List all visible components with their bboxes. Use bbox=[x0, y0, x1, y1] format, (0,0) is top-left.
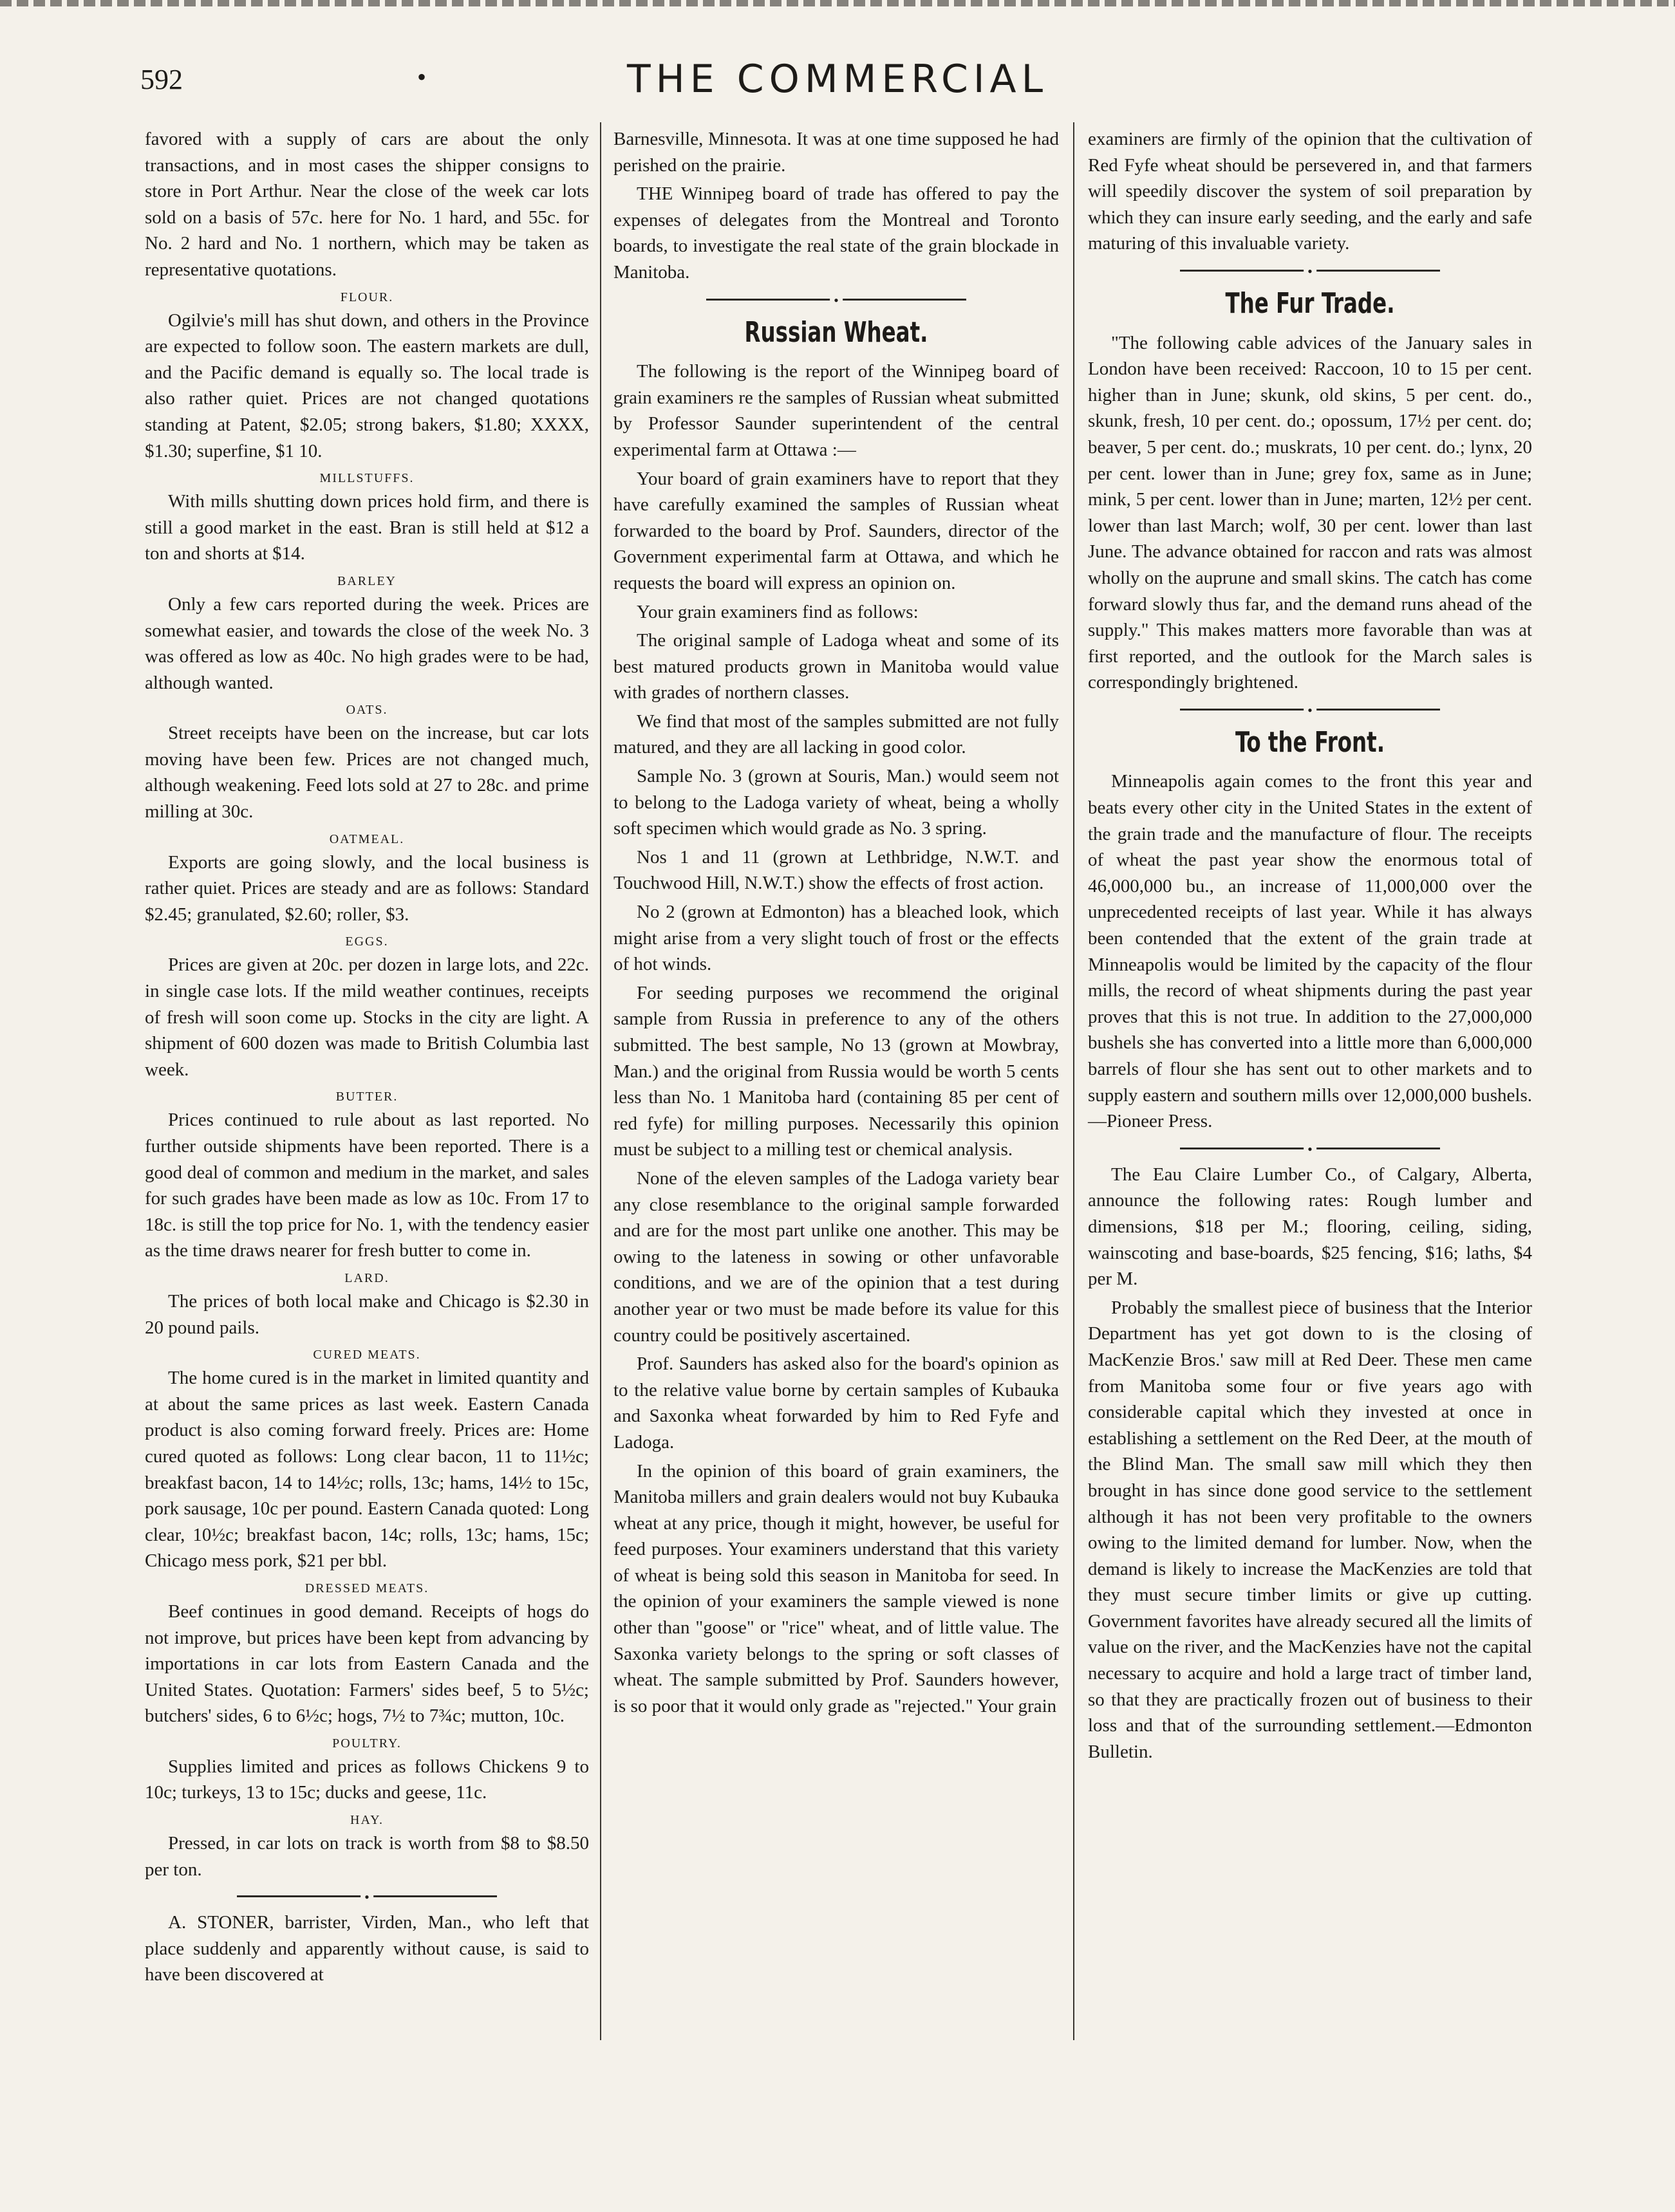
oats-text: Street receipts have been on the increase, but car lots moving have been few. Prices are not changed much, although weakening. Feed lots sold at 27 to 28c. and prime milling at 30c. bbox=[145, 723, 589, 823]
russian-wheat-paragraph: Your grain examiners find as follows: bbox=[637, 601, 919, 622]
russian-wheat-paragraph: We find that most of the samples submitted are not fully matured, and they are all lacking in good color. bbox=[613, 711, 1059, 758]
russian-wheat-paragraph: Prof. Saunders has asked also for the board's opinion as to the relative value borne by certain samples of Kubauka and Saxonka wheat forwarded by him to Red Fyfe and Ladoga. bbox=[613, 1353, 1059, 1453]
top-border-line bbox=[0, 0, 1675, 6]
oats-heading: OATS. bbox=[346, 703, 388, 718]
russian-wheat-heading: Russian Wheat. bbox=[744, 315, 928, 349]
divider-ornament: • bbox=[1304, 262, 1316, 282]
russian-wheat-paragraph: Nos 1 and 11 (grown at Lethbridge, N.W.T. and Touchwood Hill, N.W.T.) show the effects of frost action. bbox=[613, 846, 1059, 894]
to-the-front-heading: To the Front. bbox=[1235, 725, 1385, 759]
eggs-text: Prices are given at 20c. per dozen in large lots, and 22c. in single case lots. If the mild weather continues, receipts of fresh will soon come up. Stocks in the city are light. A shipment of 600 dozen was made to British Columbia last week. bbox=[145, 954, 589, 1080]
russian-wheat-paragraph: For seeding purposes we recommend the original sample from Russia in preference to any of the others submitted. The best sample, No 13 (grown at Mowbray, Man.) and the original from Russia would be worth 5 cents less than No. 1 Manitoba hard (containing 85 per cent of red fyfe) for milling purposes. Necessarily this opinion must be subject to a milling test or chemical analysis. bbox=[613, 982, 1059, 1160]
russian-wheat-paragraph: In the opinion of this board of grain examiners, the Manitoba millers and grain dealers would not buy Kubauka wheat at any price, though it might, however, be useful for feed purposes. Your examiners understand that this variety of wheat is being sold this season in Manitoba for seed. In the opinion of your examiners the sample viewed is none other than "goose" or "rice" wheat, and of little value. The Saxonka variety belongs to the spring or soft classes of wheat. The sample submitted by Prof. Saunders however, is so poor that it would only grade as "rejected." Your grain bbox=[613, 1460, 1059, 1716]
russian-wheat-paragraph: The original sample of Ladoga wheat and some of its best matured products grown in Manitoba would value with grades of northern classes. bbox=[613, 630, 1059, 703]
board-of-trade-notice: THE Winnipeg board of trade has offered to pay the expenses of delegates from the Montreal and Toronto boards, to investigate the real state of the grain blockade in Manitoba. bbox=[613, 183, 1059, 283]
millstuffs-heading: MILLSTUFFS. bbox=[319, 471, 415, 486]
russian-wheat-paragraph: No 2 (grown at Edmonton) has a bleached look, which might arise from a very slight touch of frost or the effects of hot winds. bbox=[613, 902, 1059, 975]
to-the-front-text: Minneapolis again comes to the front this year and beats every other city in the United States in the extent of the grain trade and the manufacture of flour. The receipts of wheat the past year show the enormous total of 46,000,000 bu., an increase of 11,000,000 over the unprecedented receipts of last year. While it has always been contended that the extent of the grain trade at Minneapolis would be limited by the capacity of the flour mills, the record of wheat shipments during the past year proves that this is not true. In addition to the 27,000,000 bushels she has converted into a little more than 6,000,000 barrels of flour she has sent out to other markets and to supply eastern and southern mills over 12,000,000 bushels.—Pioneer Press. bbox=[1088, 771, 1532, 1132]
fur-trade-text: "The following cable advices of the January sales in London have been received: Raccoon, 10 to 15 per cent. higher than in June; skunk, old skins, 5 per cent. do., skunk, fresh, 10 per cent. do.; opossum, 17½ per cent. do; beaver, 5 per cent. do.; muskrats, 10 per cent. do.; lynx, 20 per cent. lower than in June; grey fox, same as in June; mink, 5 per cent. lower than in June; marten, 12½ per cent. lower than last March; wolf, 30 per cent. lower than last June. The advance obtained for raccon and rats was almost wholly on the auprune and small skins. The catch has come forward slowly thus far, and the demand runs ahead of the supply." This makes matters more favorable than was at first reported, and the outlook for the March sales is correspondingly brightened. bbox=[1088, 332, 1532, 693]
dressed-meats-text: Beef continues in good demand. Receipts of hogs do not improve, but prices have been kept from advancing by importations in car lots from Eastern Canada and the United States. Quotation: Farmers' sides beef, 5 to 5½c; butchers' sides, 6 to 6½c; hogs, 7½ to 7¾c; mutton, 10c. bbox=[145, 1601, 589, 1727]
stoner-continued: Barnesville, Minnesota. It was at one time supposed he had perished on the prairie. bbox=[613, 129, 1059, 176]
section-divider bbox=[1107, 701, 1513, 718]
section-divider bbox=[1107, 262, 1513, 279]
mackenzie-notice: Probably the smallest piece of business that the Interior Department has yet got down to is the closing of MacKenzie Bros.' saw mill at Red Deer. These men came from Manitoba some four or five years ago with considerable capital which they invested at once in establishing a settlement on the Red Deer, at the mouth of the Blind Man. The small saw mill which they then brought in has since done good service to the settlement although it has not been very profitable to the owners owing to the limited demand for lumber. Now, when the demand is likely to increase the MacKenzies are told that they must secure timber limits or give up cutting. Government favorites have already secured all the limits of value on the river, and the MacKenzies have not the capital necessary to acquire and hold a large tract of timber land, so that they are practically frozen out of business to their loss and that of the surrounding settlement.—Edmonton Bulletin. bbox=[1088, 1297, 1532, 1762]
page-number: 592 bbox=[140, 64, 183, 95]
dressed-meats-heading: DRESSED MEATS. bbox=[304, 1581, 429, 1595]
divider-ornament: • bbox=[1304, 701, 1316, 721]
lard-text: The prices of both local make and Chicago is $2.30 in 20 pound pails. bbox=[145, 1290, 589, 1338]
poultry-heading: POULTRY. bbox=[332, 1736, 402, 1751]
divider-ornament: • bbox=[1304, 1140, 1316, 1160]
column-rule-2 bbox=[1073, 122, 1074, 2040]
butter-text: Prices continued to rule about as last reported. No further outside shipments have been reported. There is a good deal of common and medium in the market, and sales for such grades have been made as low as 10c. From 17 to 18c. is still the top price for No. 1, with the tendency easier as the time draws nearer for fresh butter to come in. bbox=[145, 1110, 589, 1261]
lard-heading: LARD. bbox=[344, 1270, 389, 1285]
barley-heading: BARLEY bbox=[337, 573, 397, 588]
cured-meats-heading: CURED MEATS. bbox=[313, 1348, 421, 1362]
flour-text: Ogilvie's mill has shut down, and others in the Province are expected to follow soon. The eastern markets are dull, and the Pacific demand is equally so. The local trade is also rather quiet. Prices are not changed quotations standing at Patent, $2.05; strong bakers, $1.80; XXXX, $1.30; superfine, $1 10. bbox=[145, 310, 589, 461]
fur-trade-heading: The Fur Trade. bbox=[1225, 286, 1395, 320]
russian-wheat-paragraph: The following is the report of the Winnipeg board of grain examiners re the samples of Russian wheat submitted by Professor Saunder superintendent of the central experimental farm at Ottawa :— bbox=[613, 361, 1059, 460]
millstuffs-text: With mills shutting down prices hold firm, and there is still a good market in the east. Bran is still held at $12 a ton and shorts at $14. bbox=[145, 491, 589, 564]
flour-heading: FLOUR. bbox=[340, 290, 394, 304]
butter-heading: BUTTER. bbox=[335, 1090, 398, 1104]
hay-heading: HAY. bbox=[350, 1813, 384, 1828]
section-divider bbox=[633, 291, 1040, 308]
eau-claire-notice: The Eau Claire Lumber Co., of Calgary, Alberta, announce the following rates: Rough lumber and dimensions, $18 per M.; flooring, ceiling, siding, wainscoting and base-boards, $25 fencing, $16; laths, $4 per M. bbox=[1088, 1164, 1532, 1290]
masthead-title: THE COMMERCIAL bbox=[626, 57, 1049, 102]
oatmeal-text: Exports are going slowly, and the local business is rather quiet. Prices are steady and are as follows: Standard $2.45; granulated, $2.60; roller, $3. bbox=[145, 851, 589, 925]
eggs-heading: EGGS. bbox=[345, 934, 389, 949]
section-divider bbox=[164, 1888, 570, 1904]
hay-text: Pressed, in car lots on track is worth from $8 to $8.50 per ton. bbox=[145, 1833, 589, 1880]
column-3 bbox=[1088, 126, 1532, 1767]
russian-wheat-paragraph: None of the eleven samples of the Ladoga variety bear any close resemblance to the original sample forwarded and are for the most part unlike one another. This may be owing to the lateness in sowing or other unfavorable conditions, and we are of the opinion that a test during another year or two must be made before its value for this country could be positively ascertained. bbox=[613, 1167, 1059, 1346]
russian-wheat-continued: examiners are firmly of the opinion that the cultivation of Red Fyfe wheat should be persevered in, and that farmers will speedily discover the system of soil preparation by which they can insure early seeding, and the early and safe maturing of this invaluable variety. bbox=[1088, 129, 1532, 254]
header-dot: • bbox=[417, 62, 427, 91]
column-rule-1 bbox=[600, 122, 601, 2040]
divider-ornament: • bbox=[360, 1888, 373, 1908]
russian-wheat-paragraph: Your board of grain examiners have to report that they have carefully examined the samples of Russian wheat forwarded to the board by Prof. Saunders, director of the Government experimental farm at Ottawa, and which he requests the board will express an opinion on. bbox=[613, 468, 1059, 593]
oatmeal-heading: OATMEAL. bbox=[329, 832, 405, 846]
russian-wheat-paragraph: Sample No. 3 (grown at Souris, Man.) would seem not to belong to the Ladoga variety of wheat, being a wholly soft specimen which would grade as No. 3 spring. bbox=[613, 766, 1059, 839]
barley-text: Only a few cars reported during the week. Prices are somewhat easier, and towards the close of the week No. 3 was offered as low as 40c. No high grades were to be had, although wanted. bbox=[145, 593, 589, 693]
market-intro: favored with a supply of cars are about the only transactions, and in most cases the shipper consigns to store in Port Arthur. Near the close of the week car lots sold on a basis of 57c. here for No. 1 hard, and 55c. for No. 2 hard and No. 1 northern, which may be taken as representative quotations. bbox=[145, 129, 589, 280]
poultry-text: Supplies limited and prices as follows Chickens 9 to 10c; turkeys, 13 to 15c; ducks and geese, 11c. bbox=[145, 1756, 589, 1803]
stoner-notice: A. STONER, barrister, Virden, Man., who left that place suddenly and apparently without cause, is said to have been discovered at bbox=[145, 1912, 589, 1985]
divider-ornament: • bbox=[830, 291, 843, 311]
column-2 bbox=[613, 126, 1059, 1722]
cured-meats-text: The home cured is in the market in limited quantity and at about the same prices as last week. Eastern Canada product is also coming forward freely. Prices are: Home cured quoted as follows: Long clear bacon, 11 to 11½c; breakfast bacon, 14 to 14½c; rolls, 13c; hams, 14½ to 15c, pork sausage, 10c per pound. Eastern Canada quoted: Long clear, 10½c; breakfast bacon, 14c; rolls, 13c; hams, 15c; Chicago mess pork, $21 per bbl. bbox=[145, 1368, 589, 1572]
column-1 bbox=[145, 126, 589, 1991]
section-divider bbox=[1107, 1140, 1513, 1157]
